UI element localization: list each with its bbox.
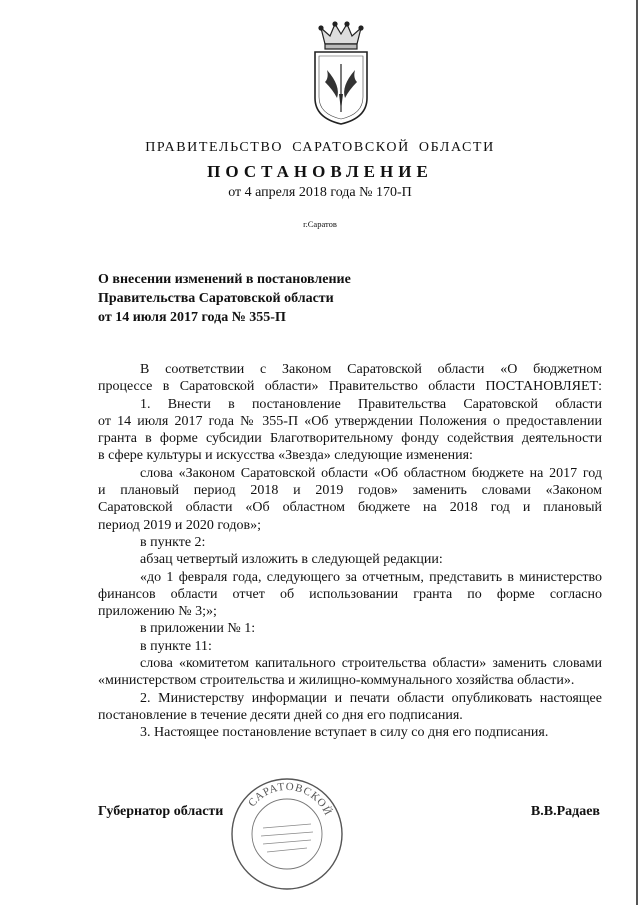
saratov-coat-of-arms-emblem [303, 20, 379, 128]
body-line: в сфере культуры и искусства «Звезда» следующие изменения: [98, 448, 473, 464]
body-line: и плановый период 2018 и 2019 годов» заменить словами «Законом [98, 483, 602, 499]
subject-line: от 14 июля 2017 года № 355-П [98, 310, 286, 325]
document-date-number: от 4 апреля 2018 года № 170-П [228, 185, 412, 200]
body-line: постановление в течение десяти дней со дня его подписания. [98, 707, 463, 723]
official-seal-stamp [227, 770, 347, 895]
body-line: 1. Внести в постановление Правительства Саратовской области [140, 396, 602, 412]
body-line: в пункте 2: [140, 534, 206, 550]
document-city: г.Саратов [303, 219, 337, 229]
body-line: «министерством строительства и жилищно-коммунального хозяйства области». [98, 673, 575, 689]
body-line: «до 1 февраля года, следующего за отчетным, представить в министерство [140, 569, 602, 585]
body-line: финансов области отчет об использовании гранта по форме согласно [98, 586, 602, 602]
signature-name: В.В.Радаев [530, 804, 600, 819]
body-line: слова «Законом Саратовской области «Об областном бюджете на 2017 год [140, 465, 602, 481]
body-line: в пункте 11: [140, 638, 212, 654]
body-line: Саратовской области «Об областном бюджете на 2018 год и плановый [98, 500, 602, 516]
page-edge-line [636, 0, 638, 905]
body-line: от 14 июля 2017 года № 355-П «Об утверждении Положения о предоставлении [98, 413, 602, 429]
document-type-title: ПОСТАНОВЛЕНИЕ [207, 162, 433, 181]
body-line: приложению № 3;»; [98, 604, 217, 620]
body-line: 2. Министерству информации и печати области опубликовать настоящее [140, 690, 602, 706]
document-subject [98, 270, 351, 327]
body-line: гранта в форме субсидии Благотворительному фонду содействия деятельности [98, 431, 602, 447]
body-line: процессе в Саратовской области» Правительство области ПОСТАНОВЛЯЕТ: [98, 379, 602, 395]
body-line: слова «комитетом капитального строительства области» заменить словами [140, 656, 602, 672]
document-body [98, 361, 602, 742]
body-line: период 2019 и 2020 годов»; [98, 517, 262, 533]
stamp-text: САРАТОВСКОЙ [246, 780, 335, 818]
body-line: 3. Настоящее постановление вступает в силу со дня его подписания. [140, 725, 549, 741]
subject-line: Правительства Саратовской области [98, 291, 334, 306]
body-line: абзац четвертый изложить в следующей редакции: [140, 552, 443, 568]
government-name: ПРАВИТЕЛЬСТВО САРАТОВСКОЙ ОБЛАСТИ [145, 140, 495, 155]
subject-line: О внесении изменений в постановление [98, 272, 351, 287]
body-line: В соответствии с Законом Саратовской области «О бюджетном [140, 362, 602, 377]
signature-position: Губернатор области [98, 804, 224, 819]
body-line: в приложении № 1: [140, 621, 256, 637]
